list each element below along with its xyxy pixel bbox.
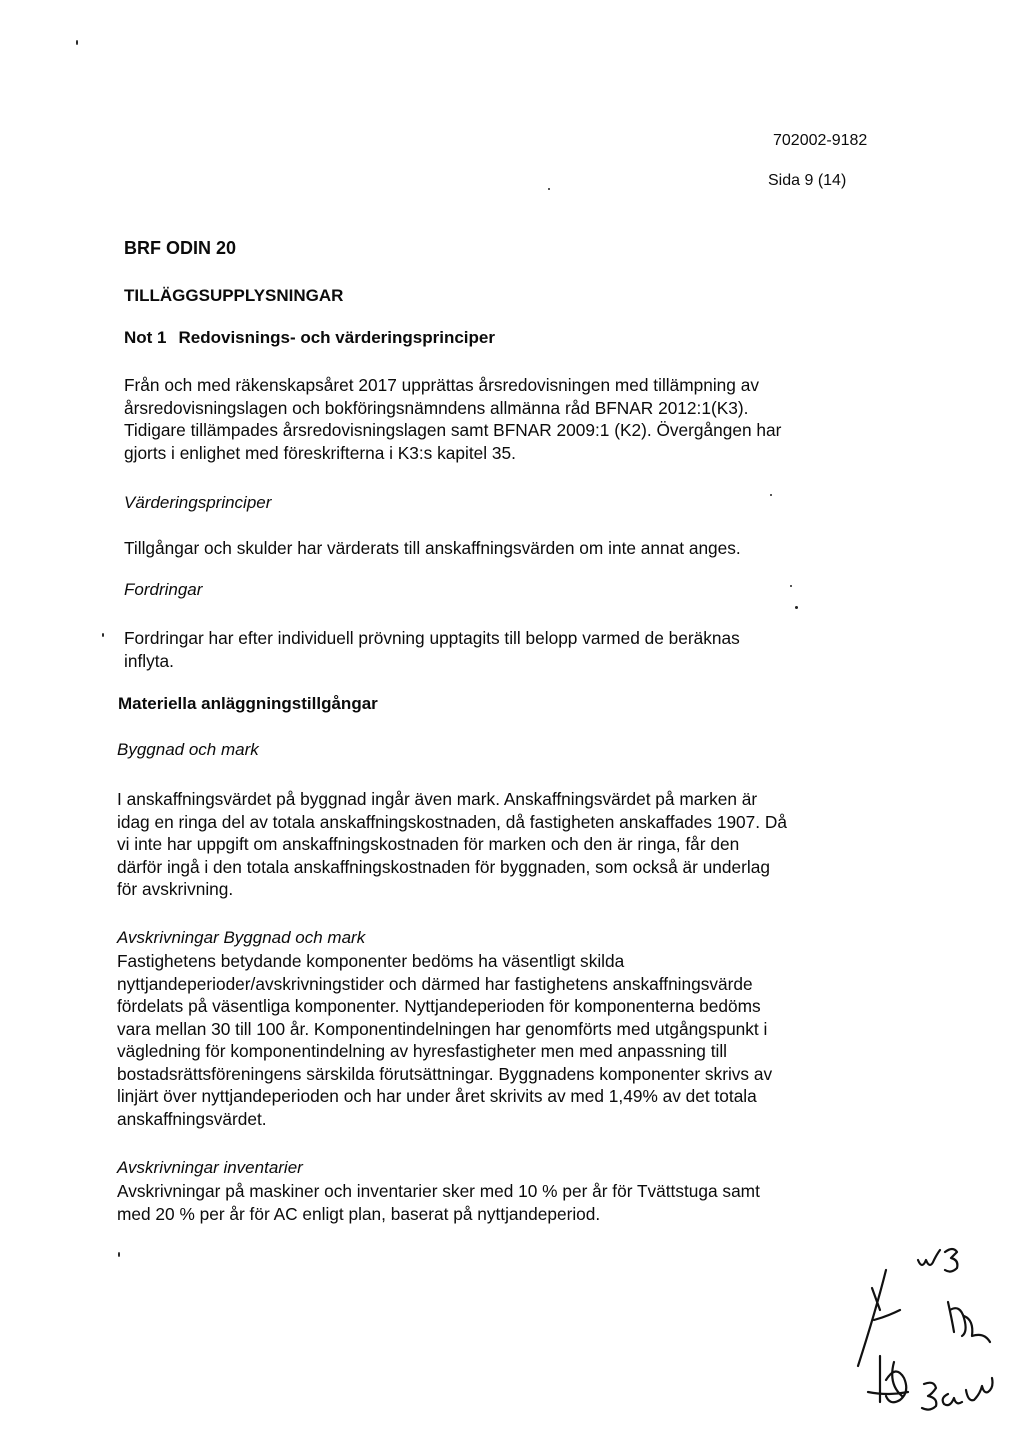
note-number: Not 1 <box>124 328 167 347</box>
depreciation-building-line: anskaffningsvärdet. <box>117 1108 267 1129</box>
depreciation-inventory-paragraph <box>117 1180 867 1225</box>
building-line: därför ingå i den totala anskaffningskostnaden för byggnaden, som också är underlag <box>117 856 770 877</box>
depreciation-building-line: nyttjandeperioder/avskrivningstider och därmed har fastighetens anskaffningsvärde <box>117 973 753 994</box>
depreciation-inventory-line: med 20 % per år för AC enligt plan, baserat på nyttjandeperiod. <box>117 1203 601 1224</box>
section-heading: TILLÄGGSUPPLYSNINGAR <box>124 286 344 305</box>
depreciation-building-line: vara mellan 30 till 100 år. Komponentindelningen har genomförts med utgångspunkt i <box>117 1018 768 1039</box>
intro-line: Från och med räkenskapsåret 2017 upprättas årsredovisningen med tillämpning av <box>124 375 759 395</box>
scan-speck <box>76 40 78 45</box>
scan-speck <box>118 1252 120 1257</box>
valuation-heading: Värderingsprinciper <box>124 493 272 512</box>
page-number: Sida 9 (14) <box>768 172 847 189</box>
scan-speck <box>770 494 772 496</box>
depreciation-building-heading: Avskrivningar Byggnad och mark <box>117 928 366 947</box>
receivables-paragraph <box>124 627 884 672</box>
scan-speck <box>795 606 798 609</box>
depreciation-building-paragraph <box>117 950 867 1130</box>
depreciation-inventory-line: Avskrivningar på maskiner och inventarier sker med 10 % per år för Tvättstuga samt <box>117 1181 760 1201</box>
depreciation-building-line: Fastighetens betydande komponenter bedöms ha väsentligt skilda <box>117 951 625 971</box>
receivables-line: inflyta. <box>124 650 174 671</box>
building-line: vi inte har uppgift om anskaffningskostnaden för marken och den är ringa, får den <box>117 834 740 854</box>
tangible-assets-heading: Materiella anläggningstillgångar <box>118 694 378 713</box>
building-line: för avskrivning. <box>117 879 234 899</box>
scan-speck <box>790 585 792 587</box>
valuation-text: Tillgångar och skulder har värderats till anskaffningsvärden om inte annat anges. <box>124 538 741 558</box>
depreciation-building-line: linjärt över nyttjandeperioden och har under året skrivits av med 1,49% av det totala <box>117 1086 757 1106</box>
handwritten-initials <box>850 1140 1024 1430</box>
scan-speck <box>102 633 104 637</box>
receivables-line: Fordringar har efter individuell prövning upptagits till belopp varmed de beräknas <box>124 628 740 648</box>
note-title <box>124 328 495 348</box>
receivables-heading: Fordringar <box>124 580 203 599</box>
building-line: I anskaffningsvärdet på byggnad ingår även mark. Anskaffningsvärdet på marken är <box>117 789 758 809</box>
org-number: 702002-9182 <box>773 132 868 149</box>
intro-paragraph <box>124 374 884 464</box>
scan-speck <box>548 188 550 190</box>
depreciation-building-line: bostadsrättsföreningens särskilda förutsättningar. Byggnadens komponenter skrivs av <box>117 1063 773 1084</box>
depreciation-inventory-heading: Avskrivningar inventarier <box>117 1158 303 1177</box>
intro-line: Tidigare tillämpades årsredovisningslagen samt BFNAR 2009:1 (K2). Övergången har <box>124 420 782 440</box>
note-title-text: Redovisnings- och värderingsprinciper <box>178 328 495 347</box>
building-paragraph <box>117 788 867 901</box>
company-name: BRF ODIN 20 <box>124 238 237 258</box>
depreciation-building-line: fördelats på väsentliga komponenter. Nyttjandeperioden för komponenterna bedöms <box>117 996 761 1016</box>
building-line: idag en ringa del av totala anskaffningskostnaden, då fastigheten anskaffades 1907. Då <box>117 811 787 832</box>
depreciation-building-line: vägledning för komponentindelning av hyresfastigheter men med anpassning till <box>117 1041 728 1061</box>
building-heading: Byggnad och mark <box>117 740 259 759</box>
intro-line: gjorts i enlighet med föreskrifterna i K3:s kapitel 35. <box>124 442 516 463</box>
intro-line: årsredovisningslagen och bokföringsnämndens allmänna råd BFNAR 2012:1(K3). <box>124 397 749 418</box>
